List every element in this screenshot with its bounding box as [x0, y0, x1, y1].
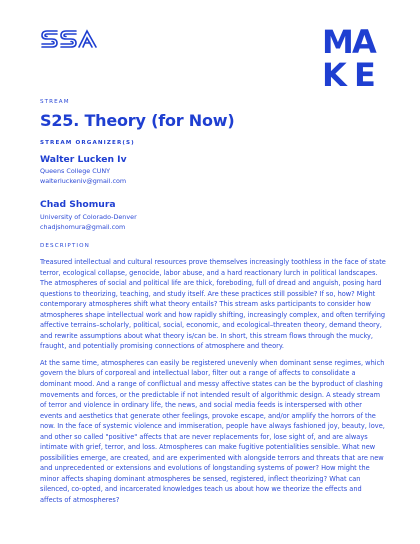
organizers-label: STREAM ORGANIZER(S)	[40, 140, 135, 146]
ssa-logo-icon	[40, 28, 98, 50]
organizer-name: Chad Shomura	[40, 199, 116, 210]
organizer-name: Walter Lucken Iv	[40, 154, 127, 165]
organizer-affiliation: University of Colorado-Denver	[40, 213, 137, 221]
ssa-logo	[40, 28, 98, 50]
page-title: S25. Theory (for Now)	[40, 111, 235, 130]
organizer-card	[40, 153, 127, 186]
make-logo-a: A	[352, 23, 377, 61]
description-paragraph: Treasured intellectual and cultural resources prove themselves increasingly toothless in the face of state terror, ecological collapse, genocide, labor abuse, and a hard reactionary lurch in political landscapes. The atmospheres of social and political life are thick, foreboding, full of dread and anguish, posing hard questions to theorizing, teaching, and study itself. Are these practices still possible? If so, how? Might contemporary atmospheres shift what theory entails? This stream asks participants to consider how atmospheres shape intellectual work and how rapidly shifting, increasingly complex, and often terrifying affective terrains–scholarly, political, social, economic, and ecological–threaten theory, demand theory, and rewrite assumptions about what theory is/can be. In short, this stream flows through the mucky, fraught, and potentially promising connections of atmosphere and theory.	[40, 258, 386, 351]
description-paragraph: At the same time, atmospheres can easily be registered unevenly when dominant sense regimes, which govern the blurs of corporeal and intellectual labor, filter out a range of affects to consolidate a dominant mood. And a range of conflictual and messy affective states can be the byproduct of clashing movements and forces, or the predictable if not intended result of algorithmic design. A steady stream of terror and violence in ordinary life, the news, and social media feeds is interspersed with other events and aesthetics that generate other feelings, provoke escape, and/or amplify the horrors of the now. In the face of systemic violence and immiseration, people have always fashioned joy, beauty, love, and other so called "positive" affects that are never replacements for, lose sight of, and are always intimate with grief, terror, and loss. Atmospheres can make fugitive potentialities sensible. What new possibilities emerge, are created, and are experimented with alongside terrors and threats that are new and unprecedented or extensions and evolutions of longstanding systems of power? How might the minor affects shaping dominant atmospheres be sensed, registered, inflect theorizing? What can silenced, co-opted, and incarcerated knowledges teach us about how we theorize the effects and affects of atmospheres?	[40, 358, 385, 505]
make-logo-e: E	[354, 56, 376, 94]
make-logo-m: M	[322, 23, 354, 61]
organizer-email[interactable]: walterluckeniv@gmail.com	[40, 177, 127, 185]
make-logo-k: K	[322, 56, 347, 94]
organizer-affiliation: Queens College CUNY	[40, 167, 111, 175]
organizer-card	[40, 198, 137, 232]
stream-label: STREAM	[40, 99, 70, 105]
description-label: DESCRIPTION	[40, 243, 90, 249]
organizer-email[interactable]: chadjshomura@gmail.com	[40, 223, 126, 231]
make-logo	[322, 23, 380, 94]
description-body	[40, 257, 386, 512]
